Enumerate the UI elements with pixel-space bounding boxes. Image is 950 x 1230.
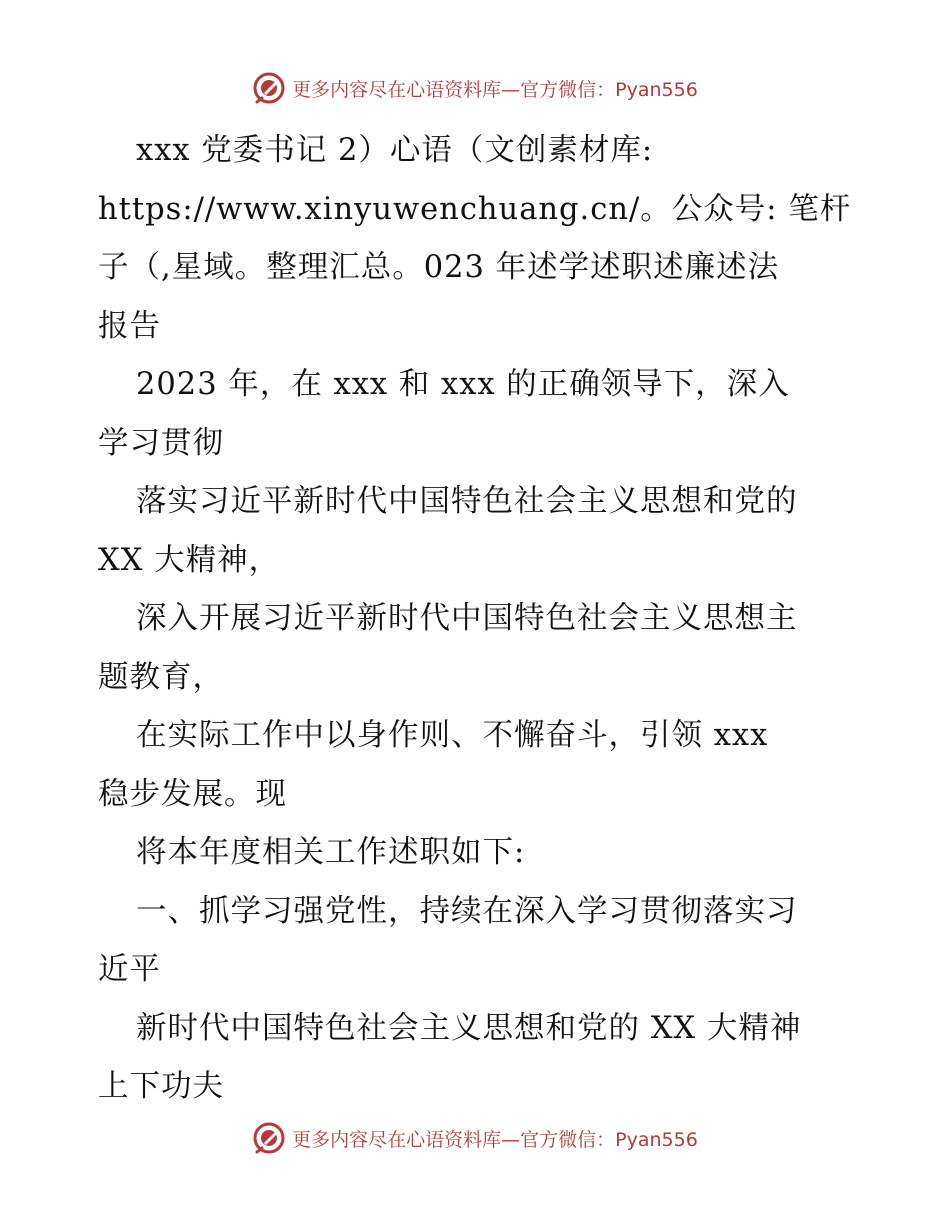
text-line: 题教育， — [98, 659, 224, 695]
header-banner — [0, 68, 950, 108]
text-line: 将本年度相关工作述职如下: — [136, 835, 526, 870]
text-line: 一、抓学习强党性，持续在深入学习贯彻落实习 — [136, 893, 798, 929]
text-line: 在实际工作中以身作则、不懈奋斗，引领 xxx — [136, 718, 769, 753]
text-line: 2023 年，在 xxx 和 xxx 的正确领导下，深入 — [136, 367, 790, 402]
text-line: 落实习近平新时代中国特色社会主义思想和党的 — [136, 484, 798, 519]
footer-banner-text: 更多内容尽在心语资料库—官方微信：Pyan556 — [292, 1128, 698, 1151]
text-line: 稳步发展。现 — [98, 776, 287, 812]
text-line: https://www.xinyuwenchuang.cn/。公众号: 笔杆 — [98, 191, 852, 227]
document-body — [98, 122, 858, 1117]
text-line: XX 大精神， — [98, 542, 281, 578]
text-line: 近平 — [98, 952, 161, 987]
text-line: 学习贯彻 — [98, 425, 224, 461]
text-line: 上下功夫 — [98, 1069, 224, 1104]
text-line: 子（,星域。整理汇总。023 年述学述职述廉述法 — [98, 250, 780, 285]
footer-banner — [0, 1118, 950, 1158]
pen-logo-icon — [252, 1121, 286, 1155]
text-line: 深入开展习近平新时代中国特色社会主义思想主 — [136, 601, 798, 636]
text-line: xxx 党委书记 2）心语（文创素材库: — [136, 133, 654, 168]
text-line: 新时代中国特色社会主义思想和党的 XX 大精神 — [136, 1010, 802, 1046]
pen-logo-icon — [252, 71, 286, 105]
header-banner-text: 更多内容尽在心语资料库—官方微信：Pyan556 — [292, 78, 698, 101]
text-line: 报告 — [98, 308, 161, 344]
